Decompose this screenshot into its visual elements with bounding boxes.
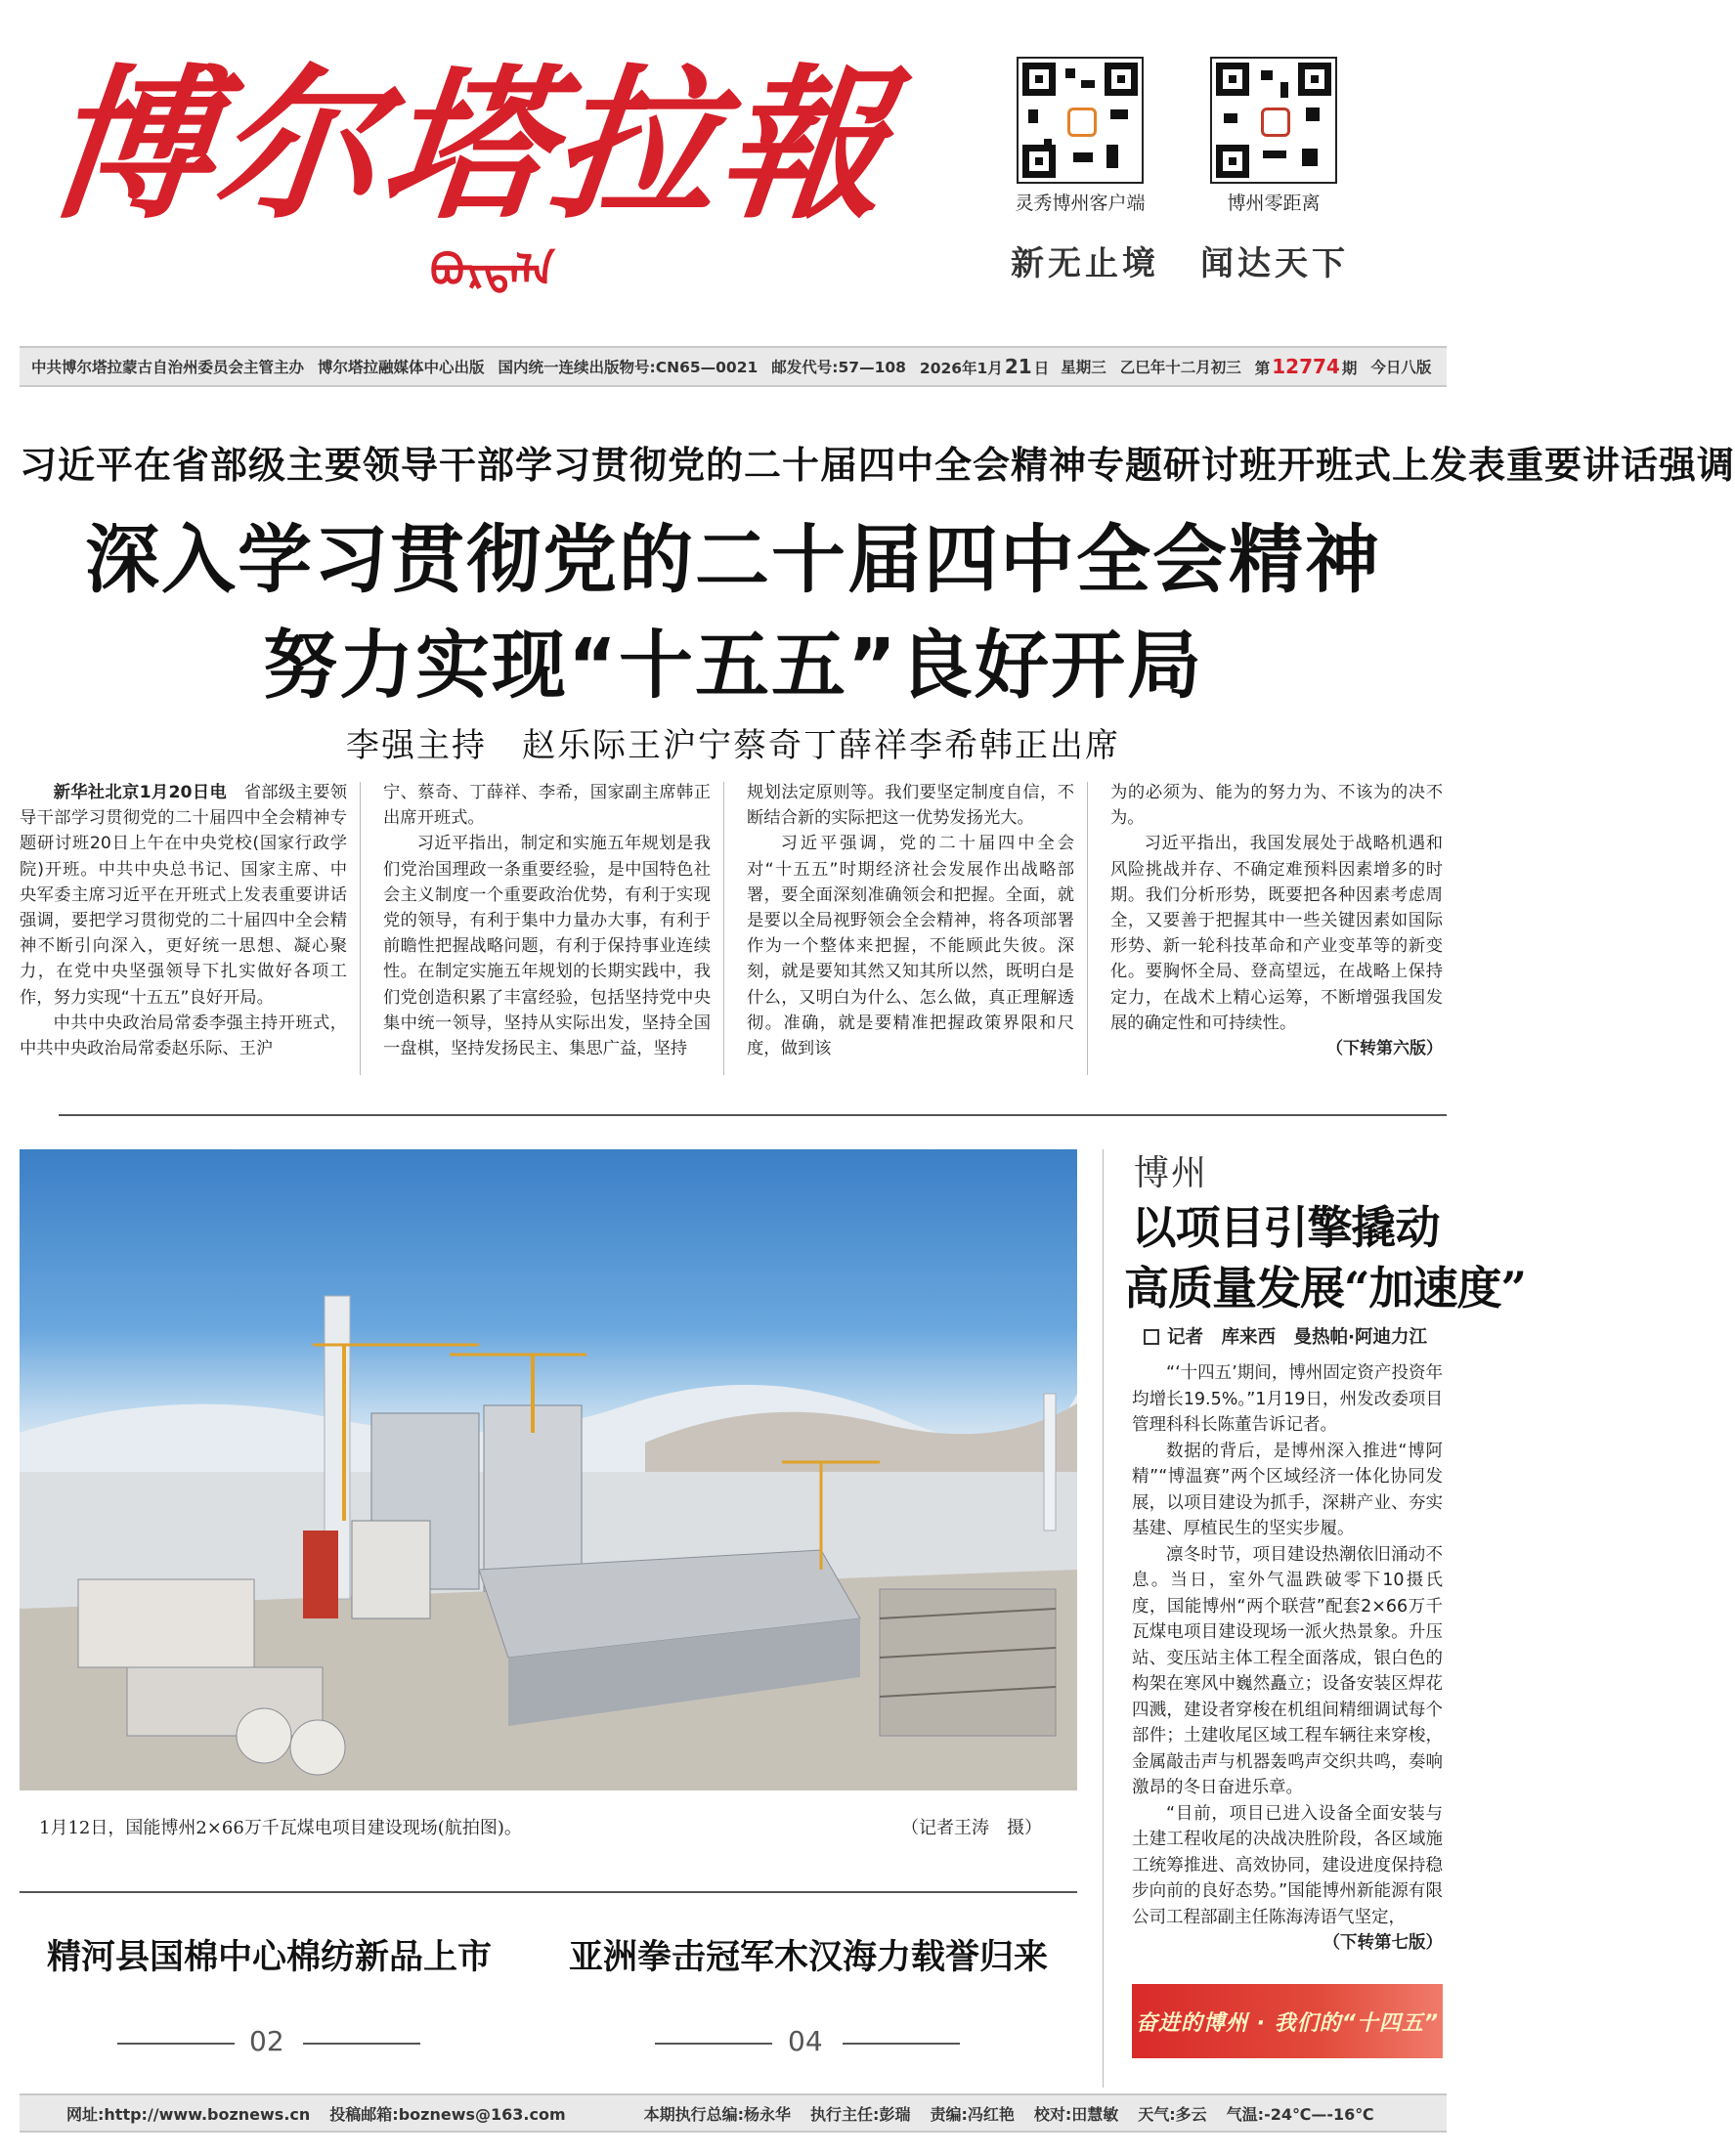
campaign-banner[interactable]: 奋进的博州 · 我们的“十四五” [1132, 1984, 1443, 2058]
column-divider [360, 782, 361, 1075]
lead-kicker: 习近平在省部级主要领导干部学习贯彻党的二十届四中全会精神专题研讨班开班式上发表重要讲话强调 [20, 443, 1735, 487]
app-logo-icon [1067, 108, 1097, 137]
feature-headline-line1: 以项目引擎撬动 [1131, 1201, 1440, 1254]
column-divider [1087, 782, 1088, 1075]
footer-editor: 责编:冯红艳 [930, 2104, 1015, 2124]
auxiliary-building [127, 1667, 323, 1736]
lead-headline-line1: 深入学习贯彻党的二十届四中全会精神 [85, 516, 1381, 603]
page-ref-line [655, 2043, 772, 2045]
feature-jump-link[interactable]: （下转第七版） [1323, 1933, 1443, 1953]
qr-left-caption: 灵秀博州客户端 [1015, 193, 1146, 214]
footer-chief-editor: 本期执行总编:杨永华 [643, 2104, 792, 2124]
weekday: 星期三 [1061, 359, 1106, 376]
lead-column-2: 宁、蔡奇、丁薛祥、李希，国家副主席韩正出席开班式。 习近平指出，制定和实施五年规划是我们党治国理政一条重要经验，是中国特色社会主义制度一个重要政治优势，有利于实现党的领导，有利于集中力量办大事，有利于前瞻性把握战略问题，有利于保持事业连续性。在制定实施五年规划的长期实践中，我们党创造积累了丰富经验，包括坚持党中央集中统一领导，坚持从实际出发，坚持全国一盘棋，坚持发扬民主、集思广益，坚持 [383, 783, 711, 1059]
footer-proofreader: 校对:田慧敏 [1033, 2104, 1119, 2124]
masthead-mongolian-script: ᠪᠣᠷᠲᠠᠯᠠ [430, 246, 555, 296]
power-plant-illustration [20, 1149, 1077, 1790]
feature-byline: 记者 库来西 曼热帕·阿迪力江 [1144, 1323, 1427, 1349]
footer-website[interactable]: 网址:http://www.boznews.cn [66, 2104, 311, 2124]
boiler-building-2 [484, 1405, 582, 1591]
dateline: 新华社北京1月20日电 [53, 783, 228, 802]
photo-credit: （记者王涛 摄） [901, 1818, 1042, 1838]
page-ref-line [303, 2043, 420, 2045]
slogan-right: 闻达天下 [1200, 244, 1349, 283]
feature-section-label: 博州 [1134, 1153, 1209, 1193]
lead-jump-link[interactable]: （下转第六版） [1326, 1039, 1443, 1059]
power-plant-photo [20, 1149, 1077, 1790]
column-divider [723, 782, 724, 1075]
lead-column-1: 新华社北京1月20日电 省部级主要领导干部学习贯彻党的二十届四中全会精神专题研讨班20日上午在中央党校(国家行政学院)开班。中共中央总书记、国家主席、中央军委主席习近平在开班式上发表重要讲话强调，要把学习贯彻党的二十届四中全会精神不断引向深入，更好统一思想、凝心聚力，在党中央坚强领导下扎实做好各项工作，努力实现“十五五”良好开局。 中共中央政治局常委李强主持开班式，中共中央政治局常委赵乐际、王沪 [20, 783, 347, 1059]
newspaper-logo-icon [1261, 108, 1290, 137]
slogan-left: 新无止境 [1011, 244, 1159, 283]
teaser-headline-1[interactable]: 精河县国棉中心棉纺新品上市 [47, 1937, 493, 1977]
storage-tank [237, 1708, 291, 1763]
publisher: 博尔塔拉融媒体中心出版 [318, 359, 485, 376]
teaser-divider [20, 1891, 1077, 1893]
issue-number: 第 12774 期 [1254, 355, 1358, 378]
qr-right-caption: 博州零距离 [1227, 193, 1321, 214]
lead-column-3: 规划法定原则等。我们要坚定制度自信，不断结合新的实际把这一优势发扬光大。 习近平强调，党的二十届四中全会对“十五五”时期经济社会发展作出战略部署，要全面深刻准确领会和把握。全面，就是要以全局视野领会全会精神，将各项部署作为一个整体来把握，不能顾此失彼。深刻，就是要知其然又知其所以然，既明白是什么，又明白为什么、怎么做，真正理解透彻。准确，就是要精准把握政策界限和尺度，做到该 [747, 783, 1074, 1059]
publication-info-bar [20, 346, 1447, 387]
masthead-title: 博尔塔拉報 [38, 48, 900, 241]
postal-code: 邮发代号:57—108 [771, 359, 906, 376]
feature-body: “‘十四五’期间，博州固定资产投资年均增长19.5%。”1月19日，州发改委项目管理科科长陈董告诉记者。 数据的背后，是博州深入推进“博阿精”“博温赛”两个区域经济一体化协同发展，以项目建设为抓手，深耕产业、夯实基建、厚植民生的坚实步履。 凛冬时节，项目建设热潮依旧涌动不息。当日，室外气温跌破零下10摄氏度，国能博州“两个联营”配套2×66万千瓦煤电项目建设现场一派火热景象。升压站、变压站主体工程全面落成，银白色的构架在寒风中巍然矗立；设备安装区焊花四溅，建设者穿梭在机组间精细调试每个部件；土建收尾区域工程车辆往来穿梭，金属敲击声与机器轰鸣声交织共鸣，奏响激昂的冬日奋进乐章。 “目前，项目已进入设备全面安装与土建工程收尾的决战决胜阶段，各区域施工统筹推进、高效协同，建设进度保持稳步向前的良好态势。”国能博州新能源有限公司工程部副主任陈海涛语气坚定， （下转第七版） [1132, 1360, 1443, 1957]
feature-headline-line2: 高质量发展“加速度” [1124, 1262, 1526, 1315]
issue-date: 2026年1月 21 日 [919, 355, 1050, 378]
footer-email[interactable]: 投稿邮箱:boznews@163.com [329, 2104, 566, 2124]
footer-weather: 天气:多云 [1138, 2104, 1207, 2124]
footer-exec-director: 执行主任:彭瑞 [810, 2104, 911, 2124]
footer-bar [20, 2093, 1447, 2133]
lead-subhead: 李强主持 赵乐际王沪宁蔡奇丁薛祥李希韩正出席 [346, 726, 1120, 765]
lead-column-4: 为的必须为、能为的努力为、不该为的决不为。 习近平指出，我国发展处于战略机遇和风险挑战并存、不确定难预料因素增多的时期。我们分析形势，既要把各种因素考虑周全，又要善于把握其中一些关键因素如国际形势、新一轮科技革命和产业变革等的新变化。要胸怀全局、登高望远，在战略上保持定力，在战术上精心运筹，不断增强我国发展的确定性和可持续性。 （下转第六版） [1110, 780, 1443, 1061]
sponsor: 中共博尔塔拉蒙古自治州委员会主管主办 [31, 359, 305, 376]
page-ref-line [843, 2043, 960, 2045]
turbine-hall [352, 1521, 430, 1618]
cn-number: 国内统一连续出版物号:CN65—0021 [498, 359, 759, 376]
teaser-headline-2[interactable]: 亚洲拳击冠军木汉海力载誉归来 [569, 1937, 1049, 1977]
teaser-page-2[interactable]: 04 [788, 2025, 823, 2057]
footer-temperature: 气温:-24℃—-16℃ [1226, 2104, 1374, 2124]
lunar-date: 乙巳年十二月初三 [1119, 359, 1241, 376]
byline-box-icon [1144, 1329, 1159, 1345]
qr-code-right[interactable] [1210, 57, 1337, 184]
feature-divider [1103, 1149, 1104, 2088]
page-ref-line [117, 2043, 235, 2045]
auxiliary-building [78, 1579, 254, 1667]
chimney-right [1044, 1394, 1056, 1531]
qr-code-left[interactable] [1017, 57, 1144, 184]
teaser-page-1[interactable]: 02 [249, 2025, 284, 2057]
section-divider [59, 1114, 1447, 1116]
storage-tank [290, 1720, 345, 1775]
page-count: 今日八版 [1370, 359, 1432, 376]
lead-headline-line2: 努力实现“十五五”良好开局 [263, 622, 1203, 709]
red-building [303, 1531, 338, 1618]
photo-caption: 1月12日，国能博州2×66万千瓦煤电项目建设现场(航拍图)。 （记者王涛 摄） [39, 1814, 1065, 1839]
